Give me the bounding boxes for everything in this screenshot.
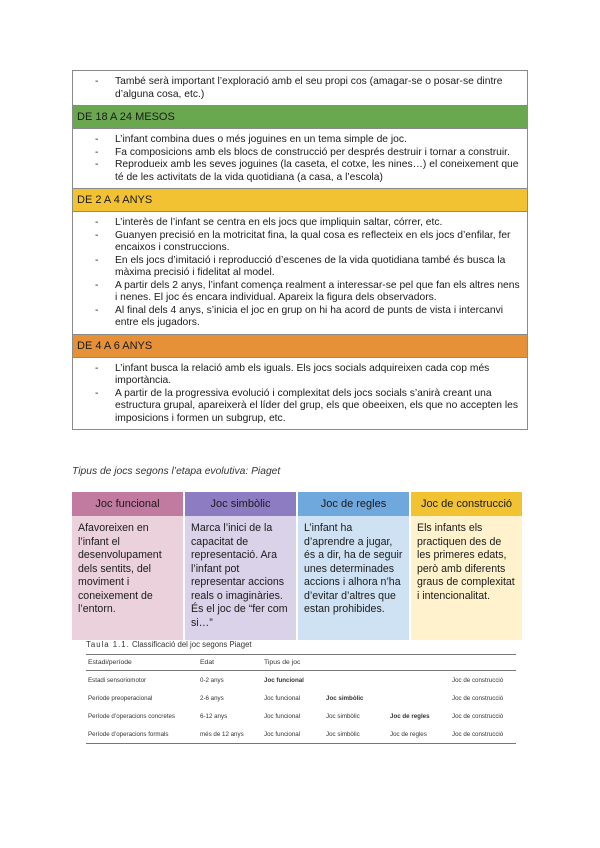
list-item: - A partir de la progressiva evolució i complexitat dels jocs socials s’anirà creant una estructura grupal, apareixerà el líder del grup, els que obeeixen, els que no accepten les imposicions i formen un subgrup, etc. <box>95 388 521 426</box>
column-header: Edat <box>200 659 214 666</box>
table-bottom-rule <box>86 743 516 744</box>
table-cell: Període d’operacions formals <box>88 731 169 738</box>
list-item: - En els jocs d’imitació i reproducció d’escenes de la vida quotidiana també és busca la màxima precisió i fidelitat al model. <box>95 255 521 280</box>
game-type-symbolic <box>185 492 296 640</box>
table-cell: més de 12 anys <box>200 731 244 738</box>
table-title <box>86 640 516 649</box>
table-cell: 6-12 anys <box>200 713 228 720</box>
table-cell: Període preoperacional <box>88 695 153 702</box>
table-cell <box>388 671 450 689</box>
table-cell: Període d’operacions concretes <box>88 713 176 720</box>
game-type-description: Els infants els practiquen des de les primeres edats, però amb diferents graus de complexitat i intencionalitat. <box>411 516 522 640</box>
table-cell: Joc de construcció <box>452 713 504 720</box>
game-type-construction <box>411 492 522 640</box>
table-row <box>86 671 516 689</box>
table-cell: Joc de construcció <box>452 677 504 684</box>
table-cell: Joc funcional <box>264 713 301 720</box>
game-type-description: L’infant ha d’aprendre a jugar, és a dir, ha de seguir unes determinades accions i alhora n’ha d’evitar d’altres que estan prohibides. <box>298 516 409 640</box>
table-cell: Joc de construcció <box>452 695 504 702</box>
list-item: - L’interès de l’infant se centra en els jocs que impliquin saltar, córrer, etc. <box>95 217 521 230</box>
table-label: Taula 1.1. <box>86 640 130 649</box>
table-cell: Joc funcional <box>264 677 304 684</box>
figure-caption: Tipus de jocs segons l’etapa evolutiva: Piaget <box>72 466 281 477</box>
game-type-title: Joc funcional <box>72 492 183 516</box>
table-cell: Joc simbòlic <box>326 713 360 720</box>
list-item: - A partir dels 2 anys, l’infant comença realment a interessar-se pel que fan els altres nens i nenes. El joc és encara individual. Apareix la figura dels observadors. <box>95 280 521 305</box>
table-title-text: Classificació del joc segons Piaget <box>131 640 252 649</box>
game-type-functional <box>72 492 183 640</box>
classification-grid <box>86 655 516 744</box>
table-cell <box>388 689 450 707</box>
table-cell: Joc de construcció <box>452 731 504 738</box>
table-cell: 2-6 anys <box>200 695 224 702</box>
stage-body-2-4-years <box>73 211 527 334</box>
table-cell: Joc funcional <box>264 695 301 702</box>
table-row <box>86 689 516 707</box>
table-row <box>86 725 516 743</box>
stage-header-18-24-months: DE 18 A 24 MESOS <box>73 105 527 128</box>
stage-body-4-6-years <box>73 357 527 430</box>
game-type-title: Joc simbòlic <box>185 492 296 516</box>
table-cell: Estadi sensoriomotor <box>88 677 147 684</box>
list-item: - També serà important l’exploració amb el seu propi cos (amagar-se o posar-se dintre d’alguna cosa, etc.) <box>95 76 521 101</box>
game-type-title: Joc de construcció <box>411 492 522 516</box>
table-row <box>86 707 516 725</box>
table-cell: Joc de regles <box>390 713 430 720</box>
game-type-description: Afavoreixen en l’infant el desenvolupament dels sentits, del moviment i coneixement de l’entorn. <box>72 516 183 640</box>
table-cell <box>324 671 388 689</box>
table-cell: 0-2 anys <box>200 677 224 684</box>
list-item: - L’infant combina dues o més joguines en un tema simple de joc. <box>95 134 521 147</box>
classification-table <box>86 640 516 744</box>
game-type-rules <box>298 492 409 640</box>
stage-body-18-24-months <box>73 128 527 188</box>
table-cell: Joc simbòlic <box>326 695 364 702</box>
list-item: - Fa composicions amb els blocs de construcció per després destruir i tornar a construir. <box>95 147 521 160</box>
game-type-title: Joc de regles <box>298 492 409 516</box>
stage-intro-body <box>73 71 527 105</box>
game-type-description: Marca l’inici de la capacitat de representació. Ara l’infant pot representar accions reals o imaginàries. És el joc de “fer com si…” <box>185 516 296 640</box>
column-header: Tipus de joc <box>264 659 301 666</box>
table-cell: Joc funcional <box>264 731 301 738</box>
list-item: - Guanyen precisió en la motricitat fina, la qual cosa es reflecteix en els jocs d’enfilar, fer encaixos i construccions. <box>95 230 521 255</box>
development-stages-table <box>72 70 528 430</box>
table-header-row <box>86 655 516 670</box>
column-header: Estadi/període <box>88 659 132 666</box>
list-item: - L’infant busca la relació amb els iguals. Els jocs socials adquireixen cada cop més importància. <box>95 363 521 388</box>
table-cell: Joc de regles <box>390 731 427 738</box>
stage-header-2-4-years: DE 2 A 4 ANYS <box>73 188 527 211</box>
table-cell: Joc simbòlic <box>326 731 360 738</box>
list-item: - Reprodueix amb les seves joguines (la caseta, el cotxe, les nines…) el coneixement que té de les activitats de la vida quotidiana (a casa, a l’escola) <box>95 159 521 184</box>
stage-header-4-6-years: DE 4 A 6 ANYS <box>73 334 527 357</box>
list-item: - Al final dels 4 anys, s’inicia el joc en grup on hi ha acord de punts de vista i intercanvi entre els jugadors. <box>95 305 521 330</box>
piaget-game-types-grid <box>72 492 522 640</box>
